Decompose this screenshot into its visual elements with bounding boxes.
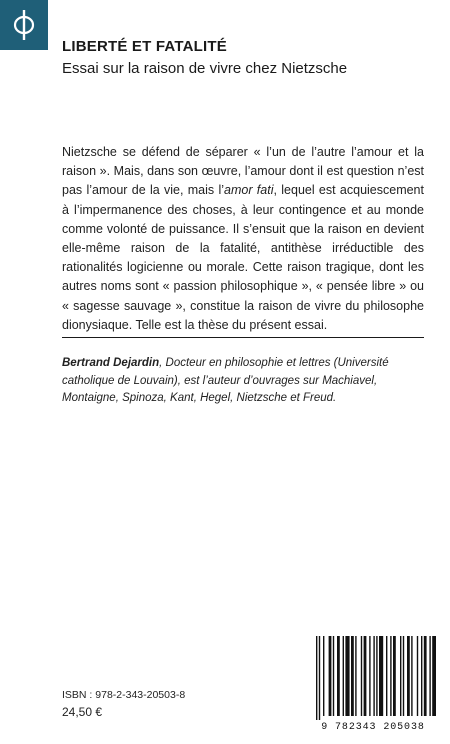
barcode	[310, 636, 436, 736]
author-bio	[62, 355, 424, 408]
section-divider	[62, 337, 424, 338]
barcode-bars	[310, 636, 436, 722]
author-name: Bertrand Dejardin	[62, 357, 160, 369]
isbn-label: ISBN : 978-2-343-20503-8	[62, 689, 186, 701]
barcode-number: 9 782343 205038	[321, 722, 425, 733]
back-cover-blurb	[62, 143, 424, 335]
author-bio-text: , Docteur en philosophie et lettres (Université catholique de Louvain), est l’auteur d’ouvrages sur Machiavel, Montaigne, Spinoza, Kant, Hegel, Nietzsche et Freud.	[62, 357, 389, 404]
blurb-text-2: , lequel est acquiescement à l’impermanence des choses, à leur contingence et au monde comme volonté de puissance. Il s’ensuit que la raison en devient elle-même raison de la fatalité, antithèse irréductible des rationalités logicienne ou morale. Cette raison tragique, dont les autres noms sont « passion philosophique », « pensée libre » ou « sagesse sauvage », constitue la raison de vivre du philosophe dionysiaque. Telle est la thèse du présent essai.	[62, 183, 424, 332]
price-label: 24,50 €	[62, 705, 103, 719]
phi-logo-icon	[9, 8, 39, 42]
book-title: LIBERTÉ ET FATALITÉ	[62, 38, 227, 55]
blurb-italic-term: amor fati	[224, 183, 274, 198]
blurb-text-1: Nietzsche se défend de séparer « l’un de l’autre l’amour et la raison ». Mais, dans son œuvre, l’amour dont il est question n’est pas l’amour de la vie, mais l’	[62, 145, 424, 198]
book-subtitle: Essai sur la raison de vivre chez Nietzsche	[62, 60, 348, 77]
publisher-logo	[0, 0, 48, 50]
